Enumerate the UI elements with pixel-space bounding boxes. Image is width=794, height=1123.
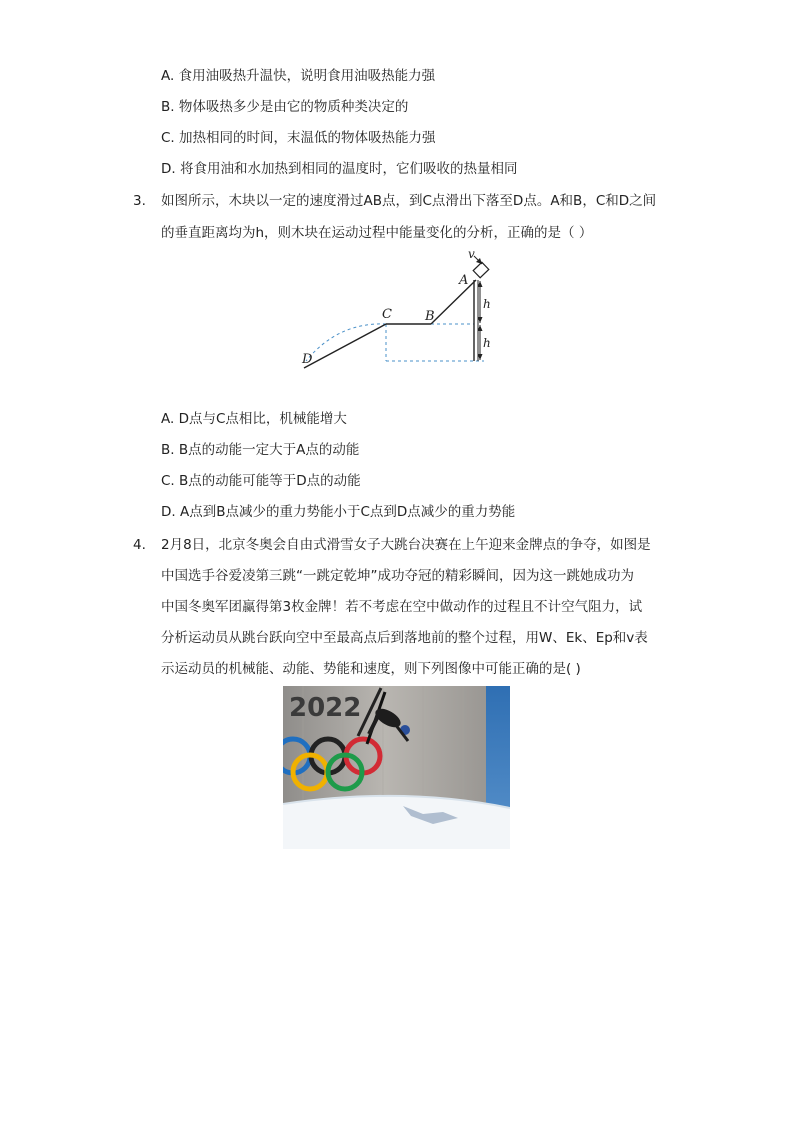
year-2022-text: 2022 xyxy=(289,693,362,723)
label-h-upper: h xyxy=(483,297,491,311)
label-b: B xyxy=(425,309,435,324)
q3-stem-line1: 如图所示，木块以一定的速度滑过AB点，到C点滑出下落至D点。A和B，C和D之间 xyxy=(161,193,657,209)
snow-slope xyxy=(283,796,510,849)
label-v: v xyxy=(468,250,475,261)
q4-stem-line3: 中国冬奥军团赢得第3枚金牌！若不考虑在空中做动作的过程且不计空气阻力，试 xyxy=(161,599,643,615)
q3-option-d: D. A点到B点减少的重力势能小于C点到D点减少的重力势能 xyxy=(161,504,516,520)
label-h-lower: h xyxy=(483,336,491,350)
q2-option-b: B. 物体吸热多少是由它的物质种类决定的 xyxy=(161,99,409,115)
q2-option-d: D. 将食用油和水加热到相同的温度时，它们吸收的热量相同 xyxy=(161,161,518,177)
q3-option-a: A. D点与C点相比，机械能增大 xyxy=(161,411,347,427)
wood-block xyxy=(473,262,489,278)
ramp-ba xyxy=(431,280,476,324)
q4-stem-line2: 中国选手谷爱凌第三跳“一跳定乾坤”成功夺冠的精彩瞬间，因为这一跳她成功为 xyxy=(161,568,634,584)
q2-option-a: A. 食用油吸热升温快，说明食用油吸热能力强 xyxy=(161,68,436,84)
q4-stem-line1: 2月8日，北京冬奥会自由式滑雪女子大跳台决赛在上午迎来金牌点的争夺，如图是 xyxy=(161,537,651,553)
slope-dc xyxy=(304,324,386,368)
skier-photo xyxy=(283,686,510,849)
label-c: C xyxy=(382,307,392,322)
q3-number: 3. xyxy=(133,193,146,209)
q4-number: 4. xyxy=(133,537,146,553)
label-a: A xyxy=(459,273,469,288)
label-d: D xyxy=(302,352,313,367)
q3-stem-line2: 的垂直距离均为h，则木块在运动过程中能量变化的分析，正确的是（ ） xyxy=(161,225,593,241)
q4-stem-line4: 分析运动员从跳台跃向空中至最高点后到落地前的整个过程，用W、Ek、Ep和v表 xyxy=(161,630,648,646)
q4-stem-line5: 示运动员的机械能、动能、势能和速度，则下列图像中可能正确的是( ) xyxy=(161,661,581,677)
trajectory-path xyxy=(306,324,386,361)
q3-option-b: B. B点的动能一定大于A点的动能 xyxy=(161,442,360,458)
q2-option-c: C. 加热相同的时间，末温低的物体吸热能力强 xyxy=(161,130,436,146)
q3-diagram xyxy=(298,250,498,375)
q3-option-c: C. B点的动能可能等于D点的动能 xyxy=(161,473,361,489)
